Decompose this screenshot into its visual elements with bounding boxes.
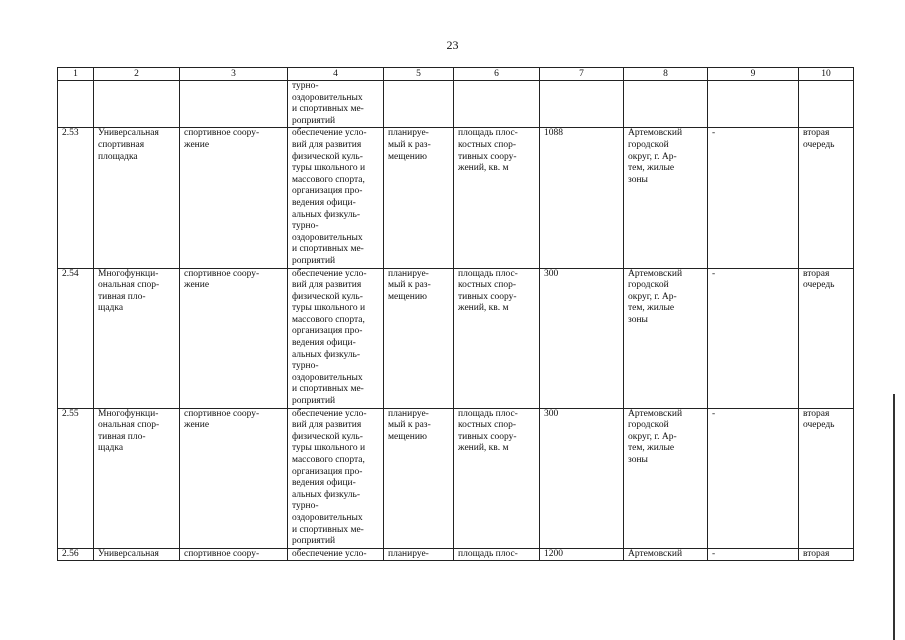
location-cell (624, 81, 708, 128)
value-cell: 1200 (540, 548, 624, 561)
value-cell (540, 81, 624, 128)
column-header: 8 (624, 68, 708, 81)
table-row (58, 128, 854, 268)
row-number-cell (58, 81, 94, 128)
status-cell: планируе- мый к раз- мещению (384, 128, 454, 268)
status-cell: планируе- мый к раз- мещению (384, 268, 454, 408)
value-cell: 300 (540, 268, 624, 408)
object-type-cell: спортивное соору- жение (180, 268, 288, 408)
value-cell: 300 (540, 408, 624, 548)
table-row (58, 548, 854, 561)
table-body (58, 68, 854, 561)
zone-cell: - (708, 408, 799, 548)
purpose-cell: обеспечение усло- (288, 548, 384, 561)
zone-cell (708, 81, 799, 128)
zone-cell: - (708, 268, 799, 408)
stage-cell: вторая очередь (799, 128, 854, 268)
status-cell: планируе- (384, 548, 454, 561)
purpose-cell: обеспечение усло- вий для развития физической куль- туры школьного и массового спорта, организация про- ведения офици- альных физкуль- турно- оздоровительных и спортивных ме- роприятий (288, 408, 384, 548)
table-row (58, 408, 854, 548)
value-cell: 1088 (540, 128, 624, 268)
characteristic-cell: площадь плос- костных спор- тивных соору- жений, кв. м (454, 268, 540, 408)
status-cell: планируе- мый к раз- мещению (384, 408, 454, 548)
column-header: 4 (288, 68, 384, 81)
column-header: 9 (708, 68, 799, 81)
data-table (57, 67, 854, 561)
column-header: 6 (454, 68, 540, 81)
row-number-cell: 2.54 (58, 268, 94, 408)
object-type-cell: спортивное соору- (180, 548, 288, 561)
page-number: 23 (446, 38, 459, 52)
location-cell: Артемовский городской округ, г. Ар- тем, жилые зоны (624, 408, 708, 548)
row-number-cell: 2.56 (58, 548, 94, 561)
scan-edge-line (893, 394, 895, 640)
characteristic-cell: площадь плос- костных спор- тивных соору- жений, кв. м (454, 128, 540, 268)
table-header-row (58, 68, 854, 81)
object-name-cell: Универсальная спортивная площадка (94, 128, 180, 268)
object-type-cell: спортивное соору- жение (180, 408, 288, 548)
location-cell: Артемовский (624, 548, 708, 561)
characteristic-cell (454, 81, 540, 128)
zone-cell: - (708, 128, 799, 268)
table-row (58, 268, 854, 408)
column-header: 5 (384, 68, 454, 81)
status-cell (384, 81, 454, 128)
purpose-cell: обеспечение усло- вий для развития физической куль- туры школьного и массового спорта, организация про- ведения офици- альных физкуль- турно- оздоровительных и спортивных ме- роприятий (288, 128, 384, 268)
object-name-cell: Многофункци- ональная спор- тивная пло- щадка (94, 268, 180, 408)
column-header: 1 (58, 68, 94, 81)
purpose-cell: турно- оздоровительных и спортивных ме- роприятий (288, 81, 384, 128)
row-number-cell: 2.53 (58, 128, 94, 268)
row-number-cell: 2.55 (58, 408, 94, 548)
object-name-cell (94, 81, 180, 128)
column-header: 2 (94, 68, 180, 81)
object-type-cell: спортивное соору- жение (180, 128, 288, 268)
stage-cell (799, 81, 854, 128)
stage-cell: вторая (799, 548, 854, 561)
column-header: 7 (540, 68, 624, 81)
object-name-cell: Универсальная (94, 548, 180, 561)
stage-cell: вторая очередь (799, 268, 854, 408)
stage-cell: вторая очередь (799, 408, 854, 548)
location-cell: Артемовский городской округ, г. Ар- тем, жилые зоны (624, 268, 708, 408)
zone-cell: - (708, 548, 799, 561)
characteristic-cell: площадь плос- костных спор- тивных соору- жений, кв. м (454, 408, 540, 548)
table-row (58, 81, 854, 128)
column-header: 3 (180, 68, 288, 81)
purpose-cell: обеспечение усло- вий для развития физической куль- туры школьного и массового спорта, организация про- ведения офици- альных физкуль- турно- оздоровительных и спортивных ме- роприятий (288, 268, 384, 408)
object-name-cell: Многофункци- ональная спор- тивная пло- щадка (94, 408, 180, 548)
characteristic-cell: площадь плос- (454, 548, 540, 561)
column-header: 10 (799, 68, 854, 81)
object-type-cell (180, 81, 288, 128)
location-cell: Артемовский городской округ, г. Ар- тем, жилые зоны (624, 128, 708, 268)
